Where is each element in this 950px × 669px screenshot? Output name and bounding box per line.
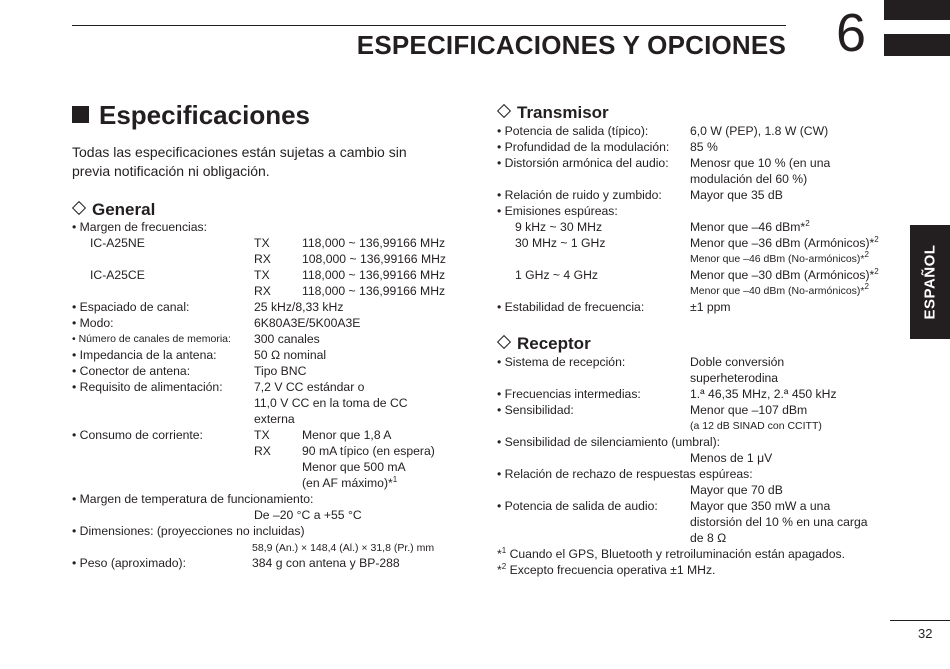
spec-value: 6,0 W (PEP), 1.8 W (CW) bbox=[690, 124, 829, 138]
spec-value: 7,2 V CC estándar o bbox=[254, 380, 365, 394]
transmitter-heading-text: Transmisor bbox=[517, 103, 609, 122]
spec-label: • Emisiones espúreas: bbox=[497, 204, 618, 218]
footnote-text: Cuando el GPS, Bluetooth y retroiluminación están apagados. bbox=[506, 547, 845, 561]
model-name: IC-A25NE bbox=[90, 236, 145, 250]
freq-range: 30 MHz ~ 1 GHz bbox=[515, 236, 606, 250]
footer-rule bbox=[890, 620, 950, 621]
spec-label: • Relación de ruido y zumbido: bbox=[497, 188, 662, 202]
receiver-heading bbox=[497, 334, 591, 354]
footnote-ref: 2 bbox=[874, 235, 879, 244]
freq-range: 1 GHz ~ 4 GHz bbox=[515, 268, 598, 282]
spec-value-text: Menor que –46 dBm (No-armónicos)* bbox=[690, 253, 865, 265]
diamond-icon bbox=[72, 201, 86, 215]
direction: TX bbox=[254, 428, 270, 442]
spec-value: 1.ª 46,35 MHz, 2.ª 450 kHz bbox=[690, 387, 837, 401]
spec-value: 85 % bbox=[690, 140, 718, 154]
spec-value-text: Menor que –40 dBm (No-armónicos)* bbox=[690, 285, 865, 297]
spec-label: • Sistema de recepción: bbox=[497, 355, 626, 369]
language-tab bbox=[910, 225, 950, 339]
header-bar-bottom bbox=[884, 34, 950, 56]
spec-value: distorsión del 10 % en una carga bbox=[690, 515, 868, 529]
section-title-text: Especificaciones bbox=[99, 100, 310, 130]
footnote-ref: 2 bbox=[864, 282, 869, 291]
spec-value: externa bbox=[254, 412, 295, 426]
spec-value bbox=[690, 267, 879, 283]
spec-label: • Requisito de alimentación: bbox=[72, 380, 223, 394]
spec-value: De –20 °C a +55 °C bbox=[254, 508, 362, 522]
spec-value-text: Menor que –36 dBm (Armónicos)* bbox=[690, 236, 875, 250]
spec-label: • Frecuencias intermedias: bbox=[497, 387, 641, 401]
intro-line: previa notificación ni obligación. bbox=[72, 163, 270, 179]
footnote-mark: * bbox=[497, 563, 502, 577]
freq-range: 118,000 ~ 136,99166 MHz bbox=[302, 284, 446, 298]
spec-value bbox=[690, 219, 810, 235]
spec-value: 11,0 V CC en la toma de CC bbox=[254, 396, 408, 410]
intro-text bbox=[72, 143, 452, 181]
spec-label: • Conector de antena: bbox=[72, 364, 191, 378]
spec-label: • Peso (aproximado): bbox=[72, 556, 187, 570]
spec-label: • Margen de temperatura de funcionamiento: bbox=[72, 492, 314, 506]
language-tab-label: ESPAÑOL bbox=[921, 244, 939, 320]
spec-label: • Sensibilidad de silenciamiento (umbral): bbox=[497, 435, 721, 449]
header-rule bbox=[72, 25, 786, 26]
direction: RX bbox=[254, 284, 271, 298]
square-bullet-icon bbox=[72, 106, 89, 123]
spec-value bbox=[690, 235, 879, 251]
footnote-ref: 1 bbox=[501, 546, 507, 555]
spec-value: Menos de 1 μV bbox=[690, 451, 773, 465]
spec-label: • Impedancia de la antena: bbox=[72, 348, 217, 362]
spec-value: Menosr que 10 % (en una bbox=[690, 156, 831, 170]
spec-label: • Profundidad de la modulación: bbox=[497, 140, 670, 154]
spec-value: 58,9 (An.) × 148,4 (Al.) × 31,8 (Pr.) mm bbox=[252, 542, 435, 554]
spec-value bbox=[690, 251, 869, 267]
general-heading-text: General bbox=[92, 200, 156, 219]
spec-label: • Potencia de salida de audio: bbox=[497, 499, 658, 513]
footnote-ref: 2 bbox=[501, 562, 507, 571]
general-heading bbox=[72, 200, 155, 220]
chapter-number: 6 bbox=[836, 3, 867, 63]
spec-label: • Consumo de corriente: bbox=[72, 428, 203, 442]
spec-value: de 8 Ω bbox=[690, 531, 727, 545]
section-title bbox=[72, 100, 310, 131]
spec-value-text: Menor que –46 dBm* bbox=[690, 220, 806, 234]
spec-value bbox=[302, 475, 397, 491]
spec-label: • Número de canales de memoria: bbox=[72, 333, 231, 345]
spec-value: 6K80A3E/5K00A3E bbox=[254, 316, 361, 330]
transmitter-heading bbox=[497, 103, 609, 123]
spec-value: Menor que 1,8 A bbox=[302, 428, 392, 442]
footnote-ref: 2 bbox=[805, 219, 810, 228]
footnote bbox=[497, 546, 845, 562]
spec-value: Menor que 500 mA bbox=[302, 460, 406, 474]
spec-value: modulación del 60 %) bbox=[690, 172, 808, 186]
direction: TX bbox=[254, 268, 270, 282]
freq-range: 9 kHz ~ 30 MHz bbox=[515, 220, 603, 234]
header-bar-top bbox=[884, 0, 950, 20]
footnote bbox=[497, 562, 715, 578]
diamond-icon bbox=[497, 335, 511, 349]
spec-value: Doble conversión bbox=[690, 355, 785, 369]
intro-line: Todas las especificaciones están sujetas a cambio sin bbox=[72, 144, 407, 160]
spec-value: superheterodina bbox=[690, 371, 779, 385]
footnote-mark: * bbox=[497, 547, 502, 561]
spec-value: Tipo BNC bbox=[254, 364, 307, 378]
direction: TX bbox=[254, 236, 270, 250]
spec-value-text: (en AF máximo)* bbox=[302, 476, 393, 490]
receiver-heading-text: Receptor bbox=[517, 334, 591, 353]
model-name: IC-A25CE bbox=[90, 268, 145, 282]
direction: RX bbox=[254, 444, 271, 458]
spec-value: Mayor que 70 dB bbox=[690, 483, 783, 497]
freq-range: 118,000 ~ 136,99166 MHz bbox=[302, 236, 446, 250]
spec-value: Mayor que 350 mW a una bbox=[690, 499, 831, 513]
spec-label: • Dimensiones: (proyecciones no incluidas) bbox=[72, 524, 305, 538]
spec-value: 300 canales bbox=[254, 332, 320, 346]
spec-label: • Estabilidad de frecuencia: bbox=[497, 300, 645, 314]
footnote-ref: 2 bbox=[874, 267, 879, 276]
spec-value: 50 Ω nominal bbox=[254, 348, 327, 362]
spec-label: • Espaciado de canal: bbox=[72, 300, 190, 314]
footnote-text: Excepto frecuencia operativa ±1 MHz. bbox=[506, 563, 716, 577]
diamond-icon bbox=[497, 104, 511, 118]
spec-label: • Sensibilidad: bbox=[497, 403, 574, 417]
spec-label: • Margen de frecuencias: bbox=[72, 220, 208, 234]
spec-value: 90 mA típico (en espera) bbox=[302, 444, 435, 458]
spec-label: • Modo: bbox=[72, 316, 114, 330]
spec-label: • Potencia de salida (típico): bbox=[497, 124, 649, 138]
footnote-ref: 2 bbox=[864, 250, 869, 259]
spec-label: • Distorsión armónica del audio: bbox=[497, 156, 669, 170]
spec-label: • Relación de rechazo de respuestas espúreas: bbox=[497, 467, 753, 481]
spec-value: 25 kHz/8,33 kHz bbox=[254, 300, 344, 314]
spec-value: ±1 ppm bbox=[690, 300, 731, 314]
freq-range: 118,000 ~ 136,99166 MHz bbox=[302, 268, 446, 282]
spec-value: Mayor que 35 dB bbox=[690, 188, 783, 202]
chapter-title: ESPECIFICACIONES Y OPCIONES bbox=[356, 30, 786, 60]
freq-range: 108,000 ~ 136,99166 MHz bbox=[302, 252, 446, 266]
spec-value: (a 12 dB SINAD con CCITT) bbox=[690, 420, 822, 432]
spec-value: Menor que –107 dBm bbox=[690, 403, 808, 417]
footnote-ref: 1 bbox=[392, 475, 398, 484]
spec-value: 384 g con antena y BP-288 bbox=[252, 556, 400, 570]
spec-value-text: Menor que –30 dBm (Armónicos)* bbox=[690, 268, 875, 282]
direction: RX bbox=[254, 252, 271, 266]
spec-value bbox=[690, 283, 869, 299]
page-number: 32 bbox=[918, 626, 933, 641]
